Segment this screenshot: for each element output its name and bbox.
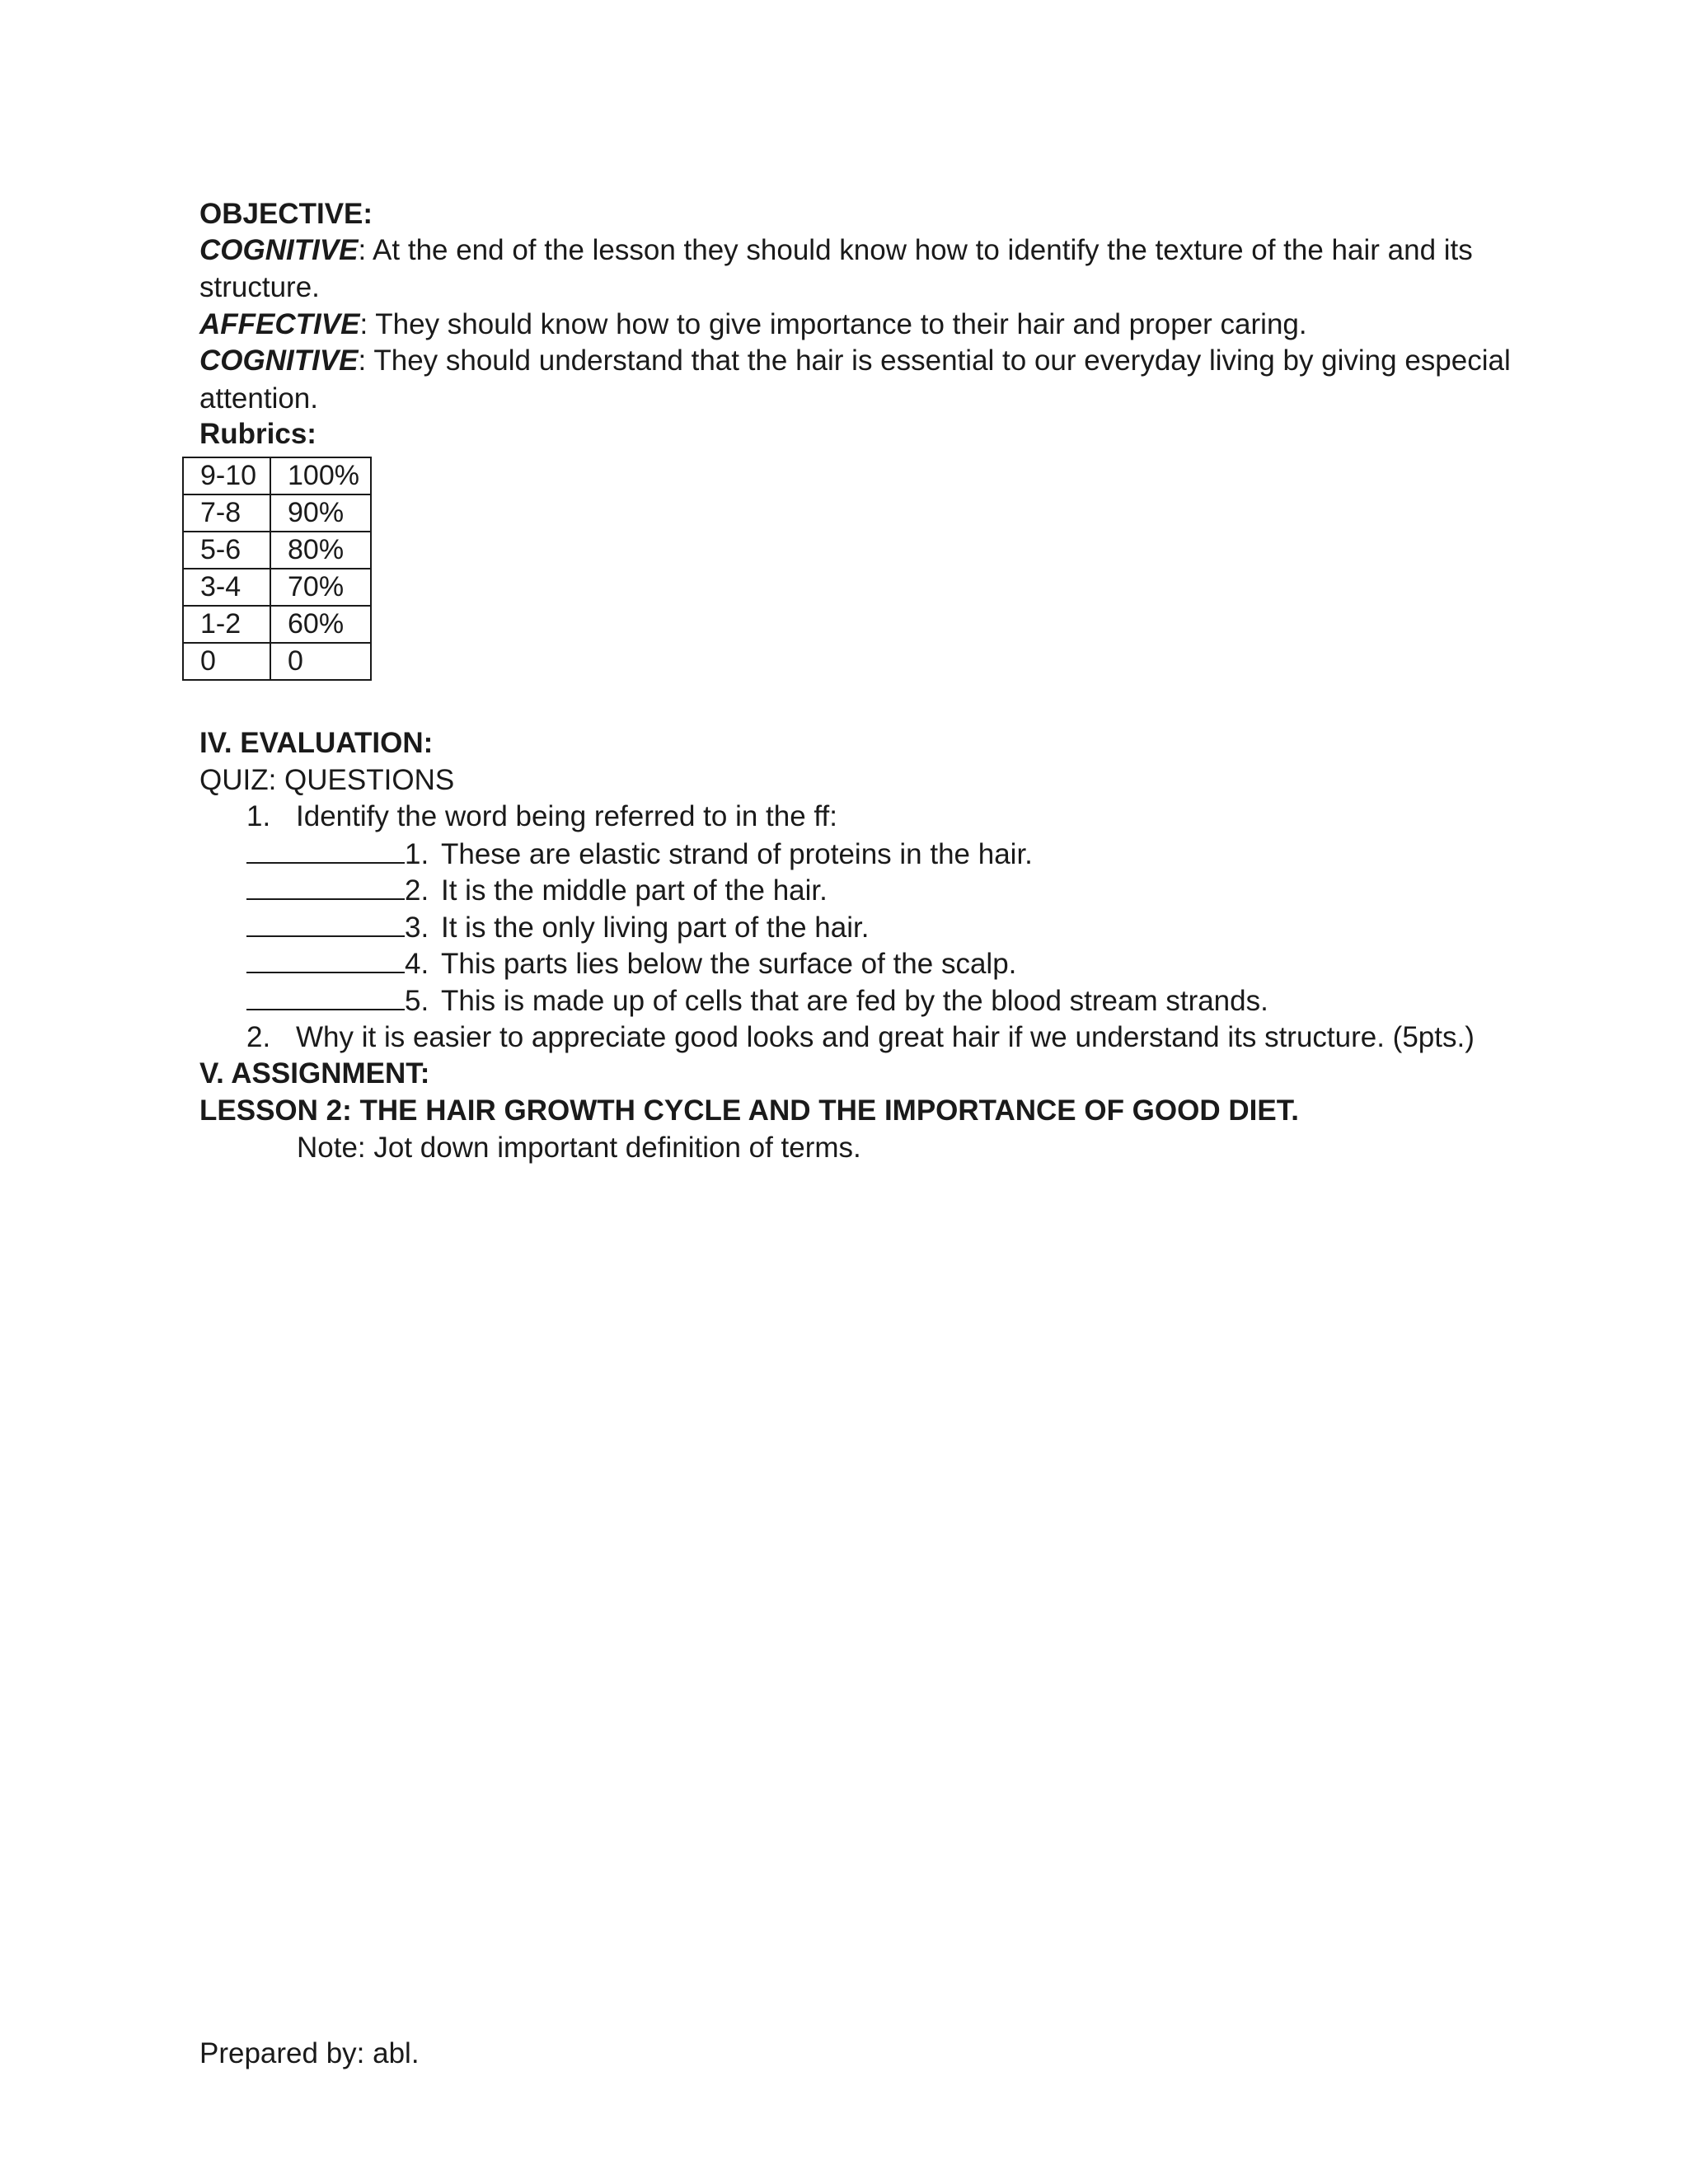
score-range-cell: 1-2 bbox=[183, 606, 270, 643]
cognitive-1-line-1 bbox=[199, 232, 1473, 269]
question-text: Why it is easier to appreciate good looks and great hair if we understand its structure. (5pts.) bbox=[296, 1021, 1475, 1053]
percent-cell: 80% bbox=[270, 532, 371, 569]
quiz-item bbox=[246, 836, 1033, 873]
cognitive-2-label: COGNITIVE bbox=[199, 344, 359, 377]
score-range-cell: 5-6 bbox=[183, 532, 270, 569]
item-number: 1. bbox=[405, 838, 429, 870]
score-range-cell: 0 bbox=[183, 643, 270, 680]
objective-heading: OBJECTIVE: bbox=[199, 198, 373, 230]
table-row bbox=[183, 457, 371, 494]
item-text: This parts lies below the surface of the scalp. bbox=[441, 948, 1017, 980]
quiz-item bbox=[246, 945, 1016, 982]
cognitive-2-text: : They should understand that the hair is essential to our everyday living by giving especial bbox=[358, 344, 1511, 377]
prepared-by: Prepared by: abl. bbox=[199, 2037, 420, 2069]
item-number: 5. bbox=[405, 985, 429, 1017]
evaluation-heading: IV. EVALUATION: bbox=[199, 727, 434, 759]
quiz-label: QUIZ: QUESTIONS bbox=[199, 764, 455, 796]
quiz-item bbox=[246, 982, 1268, 1019]
table-row bbox=[183, 532, 371, 569]
table-row bbox=[183, 569, 371, 606]
item-number: 3. bbox=[405, 912, 429, 944]
answer-blank bbox=[246, 945, 405, 973]
question-1 bbox=[246, 799, 837, 835]
quiz-item bbox=[246, 909, 869, 946]
percent-cell: 70% bbox=[270, 569, 371, 606]
score-range-cell: 7-8 bbox=[183, 494, 270, 532]
question-number: 2. bbox=[246, 1021, 271, 1053]
item-text: This is made up of cells that are fed by the blood stream strands. bbox=[441, 985, 1268, 1017]
lesson-title: LESSON 2: THE HAIR GROWTH CYCLE AND THE IMPORTANCE OF GOOD DIET. bbox=[199, 1094, 1299, 1127]
answer-blank bbox=[246, 982, 405, 1010]
item-text: These are elastic strand of proteins in the hair. bbox=[441, 838, 1033, 870]
rubrics-table bbox=[182, 457, 372, 681]
cognitive-1-label: COGNITIVE bbox=[199, 234, 359, 266]
item-text: It is the only living part of the hair. bbox=[441, 912, 870, 944]
score-range-cell: 9-10 bbox=[183, 457, 270, 494]
answer-blank bbox=[246, 836, 405, 864]
percent-cell: 90% bbox=[270, 494, 371, 532]
quiz-item bbox=[246, 872, 828, 909]
item-number: 2. bbox=[405, 874, 429, 907]
table-row bbox=[183, 606, 371, 643]
cognitive-1-line-2: structure. bbox=[199, 271, 320, 303]
item-text: It is the middle part of the hair. bbox=[441, 874, 828, 907]
affective-text: : They should know how to give importance to their hair and proper caring. bbox=[359, 308, 1307, 340]
cognitive-1-text: : At the end of the lesson they should know how to identify the texture of the hair and its bbox=[358, 234, 1473, 266]
percent-cell: 100% bbox=[270, 457, 371, 494]
affective-line bbox=[199, 307, 1307, 343]
question-text: Identify the word being referred to in the ff: bbox=[296, 800, 837, 832]
question-2 bbox=[246, 1019, 1475, 1056]
percent-cell: 0 bbox=[270, 643, 371, 680]
answer-blank bbox=[246, 909, 405, 937]
item-number: 4. bbox=[405, 948, 429, 980]
assignment-note: Note: Jot down important definition of terms. bbox=[297, 1132, 861, 1164]
rubrics-heading: Rubrics: bbox=[199, 418, 316, 450]
assignment-heading: V. ASSIGNMENT: bbox=[199, 1057, 430, 1090]
table-row bbox=[183, 494, 371, 532]
table-row bbox=[183, 643, 371, 680]
answer-blank bbox=[246, 872, 405, 900]
cognitive-2-line-1 bbox=[199, 343, 1511, 379]
score-range-cell: 3-4 bbox=[183, 569, 270, 606]
percent-cell: 60% bbox=[270, 606, 371, 643]
question-number: 1. bbox=[246, 800, 271, 832]
cognitive-2-line-2: attention. bbox=[199, 382, 318, 415]
affective-label: AFFECTIVE bbox=[199, 308, 360, 340]
